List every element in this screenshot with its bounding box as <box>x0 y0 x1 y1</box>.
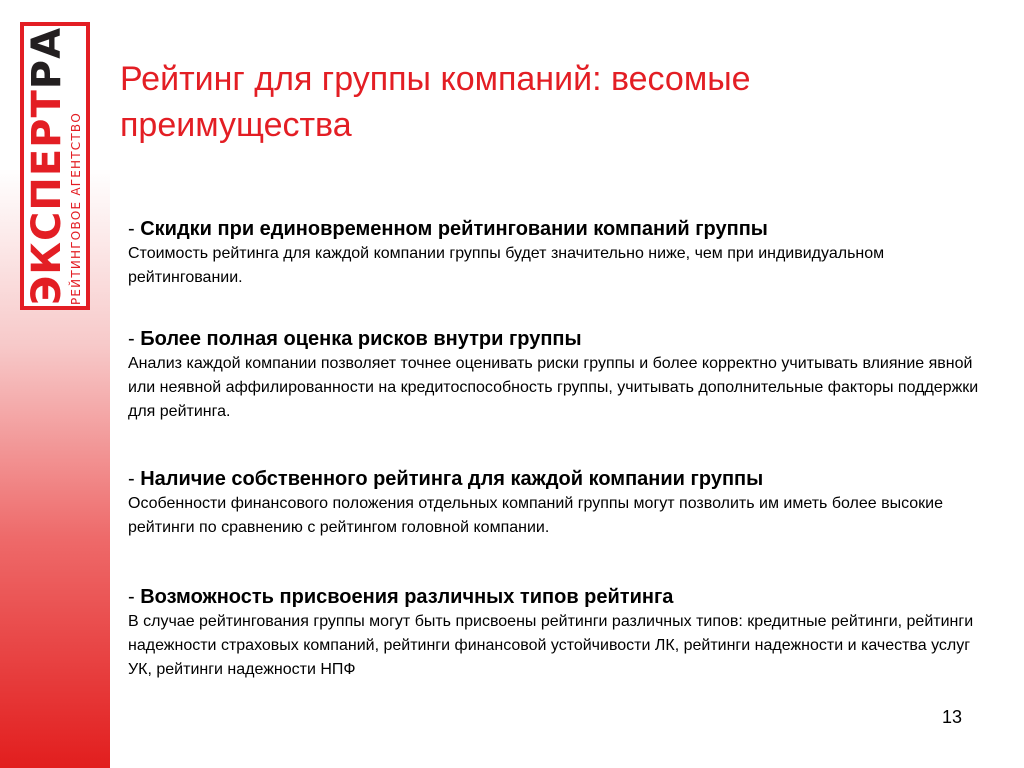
bullet-dash: - <box>128 328 141 350</box>
section-body: Особенности финансового положения отдельных компаний группы могут позволить им иметь более высокие рейтинги по сравнению с рейтингом головной компании. <box>128 495 944 536</box>
section-heading-text: Более полная оценка рисков внутри группы <box>140 328 582 350</box>
section-rating-types <box>128 584 998 682</box>
section-risk-assessment <box>128 326 998 424</box>
logo-word-red: ЭКСПЕРТ <box>24 89 70 306</box>
section-heading <box>128 216 998 242</box>
bullet-dash: - <box>128 586 141 608</box>
section-body: Анализ каждой компании позволяет точнее оценивать риски группы и более корректно учитывать влияние явной или неявной аффилированности на кредитоспособность группы, учитывать дополнительные факторы поддержки для рейтинга. <box>128 355 979 420</box>
section-heading-text: Наличие собственного рейтинга для каждой компании группы <box>140 468 764 490</box>
logo-subtitle: РЕЙТИНГОВОЕ АГЕНТСТВО <box>69 112 83 306</box>
logo-word-black: РА <box>24 26 70 90</box>
slide-title: Рейтинг для группы компаний: весомые преимущества <box>120 60 751 144</box>
bullet-dash: - <box>128 468 141 490</box>
section-heading <box>128 584 998 610</box>
page-number: 13 <box>941 707 962 727</box>
section-own-rating <box>128 466 998 540</box>
bullet-dash: - <box>128 218 141 240</box>
section-body: Стоимость рейтинга для каждой компании группы будет значительно ниже, чем при индивидуальном рейтинговании. <box>128 245 885 286</box>
logo-wordmark <box>24 26 70 306</box>
logo-text-group <box>24 26 83 306</box>
section-heading-text: Скидки при единовременном рейтинговании компаний группы <box>140 218 768 240</box>
section-body: В случае рейтингования группы могут быть присвоены рейтинги различных типов: кредитные рейтинги, рейтинги надежности страховых компаний, рейтинги финансовой устойчивости ЛК, рейтинги надежности и качества услуг УК, рейтинги надежности НПФ <box>128 613 974 678</box>
section-group-discounts <box>128 216 998 290</box>
section-heading <box>128 466 998 492</box>
company-logo <box>20 22 90 310</box>
section-heading-text: Возможность присвоения различных типов рейтинга <box>140 586 674 608</box>
section-heading <box>128 326 998 352</box>
logo-frame <box>24 26 86 306</box>
